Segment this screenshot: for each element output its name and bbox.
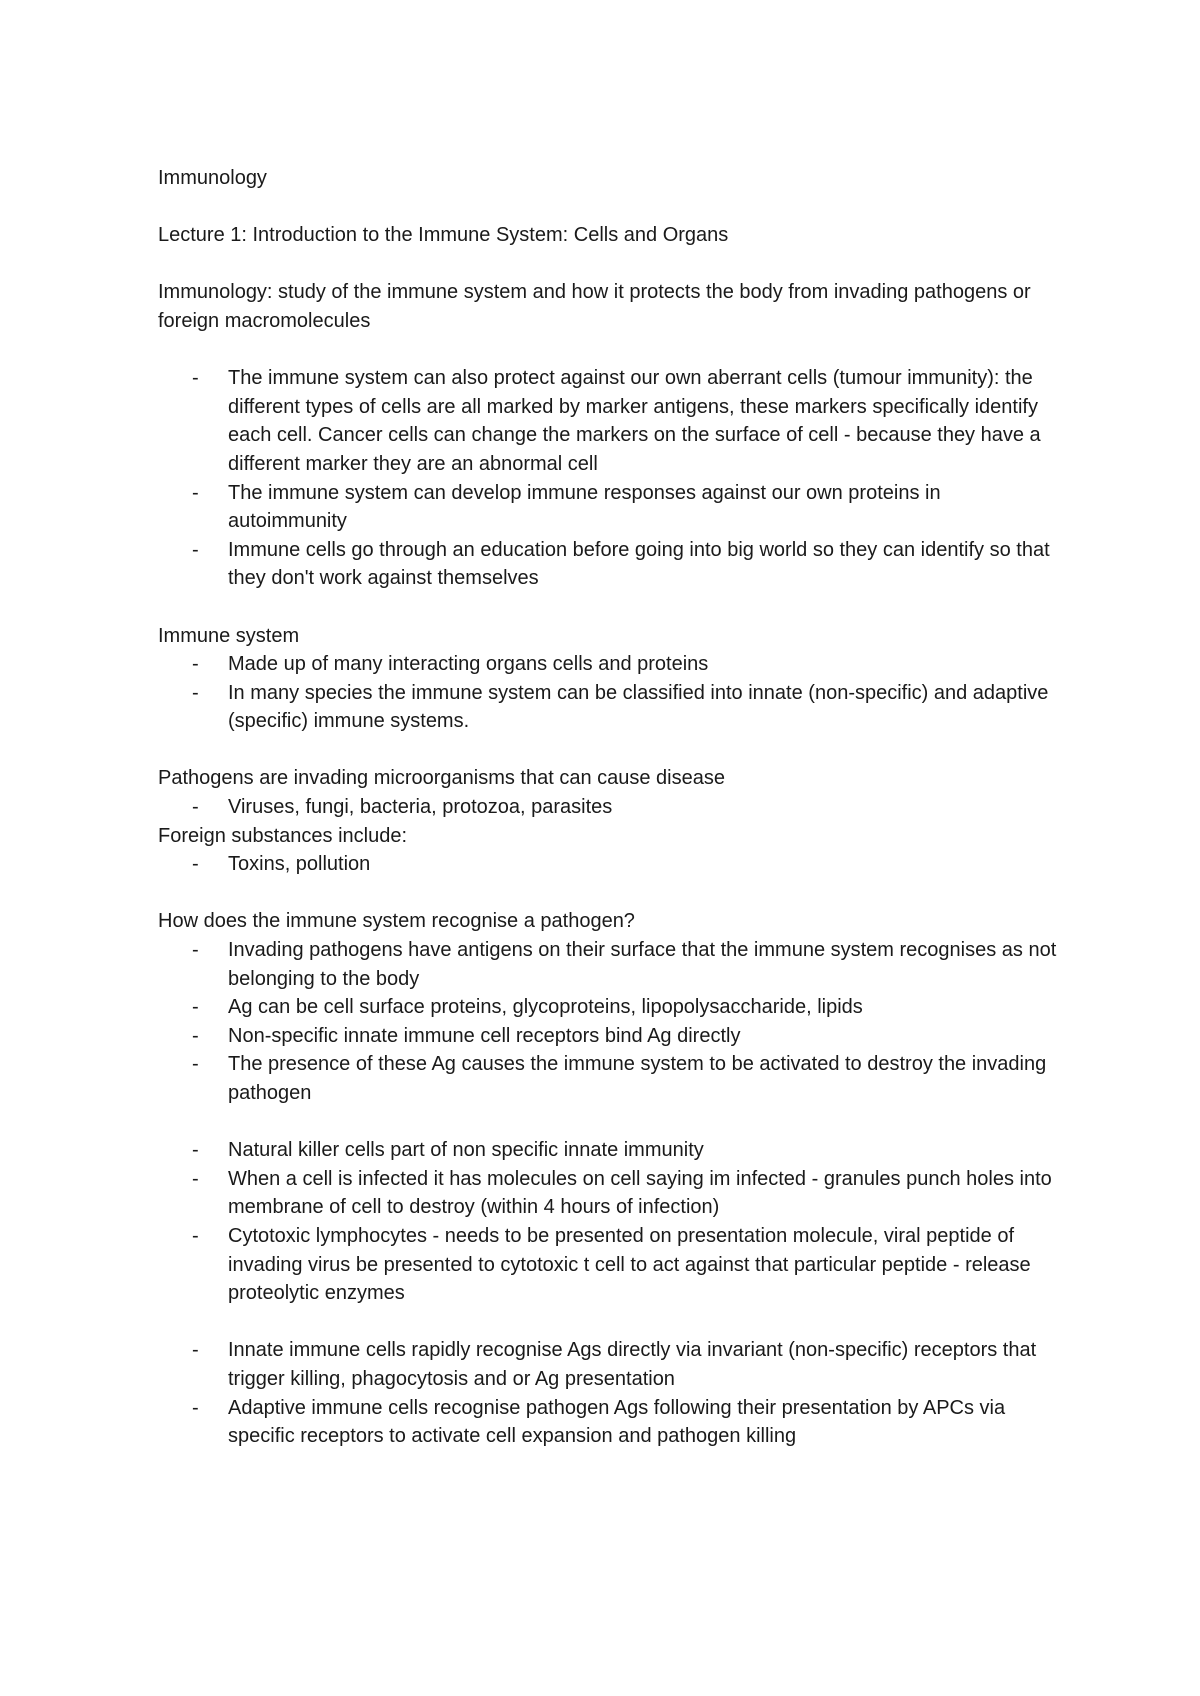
immune-system-heading: Immune system bbox=[158, 624, 300, 647]
list-item: - Made up of many interacting organs cells and proteins bbox=[158, 650, 1058, 679]
list-item: - Toxins, pollution bbox=[158, 850, 1058, 879]
spacer bbox=[158, 593, 1058, 622]
pathogens-heading: Pathogens are invading microorganisms that can cause disease bbox=[158, 767, 725, 790]
immune-system-list bbox=[158, 650, 1058, 736]
spacer bbox=[158, 736, 1058, 765]
list-item: - The presence of these Ag causes the immune system to be activated to destroy the invading pathogen bbox=[158, 1050, 1058, 1107]
definition-paragraph: Immunology: study of the immune system and how it protects the body from invading pathogens or foreign macromolecules bbox=[158, 281, 1031, 332]
foreign-substances-list bbox=[158, 850, 1058, 879]
list-item: - Natural killer cells part of non specific innate immunity bbox=[158, 1136, 1058, 1165]
list-item: - Non-specific innate immune cell receptors bind Ag directly bbox=[158, 1022, 1058, 1051]
spacer bbox=[158, 1308, 1058, 1337]
list-item: - The immune system can develop immune responses against our own proteins in autoimmunity bbox=[158, 479, 1058, 536]
foreign-substances-heading: Foreign substances include: bbox=[158, 824, 408, 847]
spacer bbox=[158, 193, 1058, 222]
killer-cells-list bbox=[158, 1136, 1058, 1308]
pathogens-list bbox=[158, 793, 1058, 822]
recognise-list bbox=[158, 936, 1058, 1108]
spacer bbox=[158, 250, 1058, 279]
list-item: - In many species the immune system can be classified into innate (non-specific) and adaptive (specific) immune systems. bbox=[158, 679, 1058, 736]
lecture-heading: Lecture 1: Introduction to the Immune System: Cells and Organs bbox=[158, 224, 729, 247]
list-item: - Invading pathogens have antigens on their surface that the immune system recognises as not belonging to the body bbox=[158, 936, 1058, 993]
list-item: - Cytotoxic lymphocytes - needs to be presented on presentation molecule, viral peptide of invading virus be presented to cytotoxic t cell to act against that particular peptide - release proteolytic enzymes bbox=[158, 1222, 1058, 1308]
document-title: Immunology bbox=[158, 167, 267, 189]
list-item: - Innate immune cells rapidly recognise Ags directly via invariant (non-specific) receptors that trigger killing, phagocytosis and or Ag presentation bbox=[158, 1336, 1058, 1393]
list-item: - Viruses, fungi, bacteria, protozoa, parasites bbox=[158, 793, 1058, 822]
list-item: - Adaptive immune cells recognise pathogen Ags following their presentation by APCs via specific receptors to activate cell expansion and pathogen killing bbox=[158, 1394, 1058, 1451]
list-item: - The immune system can also protect against our own aberrant cells (tumour immunity): the different types of cells are all marked by marker antigens, these markers specifically identify each cell. Cancer cells can change the markers on the surface of cell - because they have a different marker they are an abnormal cell bbox=[158, 364, 1058, 478]
list-item: - When a cell is infected it has molecules on cell saying im infected - granules punch holes into membrane of cell to destroy (within 4 hours of infection) bbox=[158, 1165, 1058, 1222]
definition-list bbox=[158, 364, 1058, 593]
spacer bbox=[158, 336, 1058, 365]
spacer bbox=[158, 1108, 1058, 1137]
innate-adaptive-list bbox=[158, 1336, 1058, 1450]
list-item: - Immune cells go through an education before going into big world so they can identify so that they don't work against themselves bbox=[158, 536, 1058, 593]
document-page bbox=[158, 164, 1058, 1451]
spacer bbox=[158, 879, 1058, 908]
recognise-heading: How does the immune system recognise a pathogen? bbox=[158, 910, 635, 933]
list-item: - Ag can be cell surface proteins, glycoproteins, lipopolysaccharide, lipids bbox=[158, 993, 1058, 1022]
